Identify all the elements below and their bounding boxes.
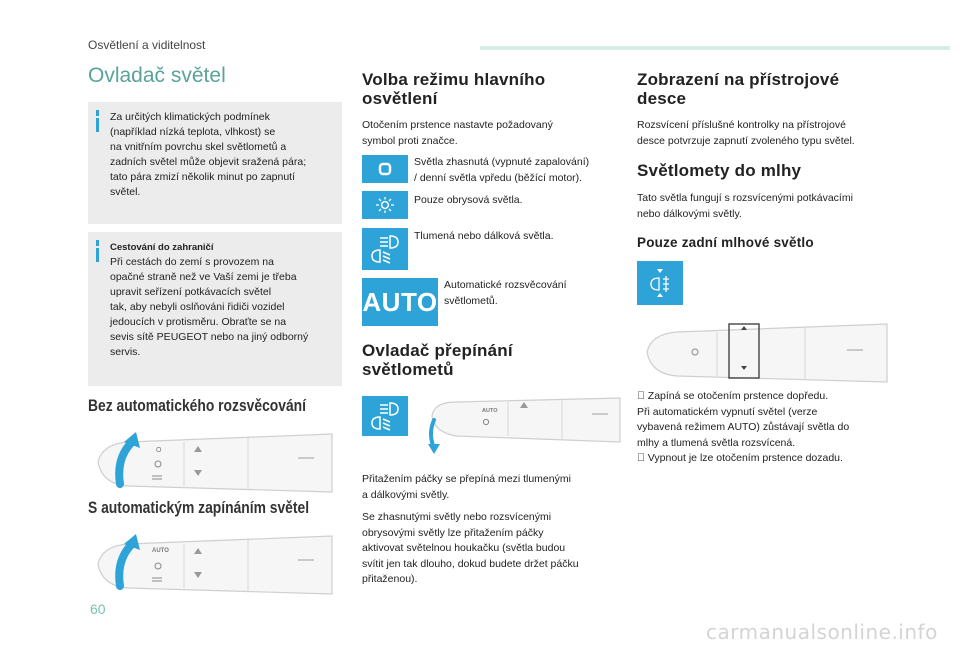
note-title: Cestování do zahraničí bbox=[110, 242, 214, 253]
lever-auto-label: AUTO bbox=[152, 548, 169, 554]
mode-line: / denní světla vpředu (běžící motor). bbox=[414, 171, 583, 184]
bullet-line: mlhy a tlumená světla rozsvícená. bbox=[637, 436, 796, 449]
mode-line: Světla zhasnutá (vypnuté zapalování) bbox=[414, 156, 590, 168]
info-marker-bar bbox=[96, 118, 99, 132]
mode-line: světlometů. bbox=[444, 294, 498, 307]
heading-line: Volba režimu hlavního bbox=[362, 70, 546, 89]
note-line: Při cestách do zemí s provozem na bbox=[110, 256, 274, 268]
watermark: carmanualsonline.info bbox=[706, 620, 938, 644]
para-line: Se zhasnutými světly nebo rozsvícenými bbox=[362, 511, 552, 523]
para-line: obrysovými světly lze přitažením páčky bbox=[362, 526, 544, 539]
section-title: Ovladač světel bbox=[88, 64, 226, 87]
header-rule bbox=[480, 46, 950, 50]
mode-auto-text bbox=[444, 278, 567, 309]
note-line: (například nízká teplota, vlhkost) se bbox=[110, 126, 276, 138]
para-line: svítit jen tak dlouho, dokud budete držet páčku bbox=[362, 557, 579, 570]
intro-line: Otočením prstence nastavte požadovaný bbox=[362, 119, 553, 131]
auto-tile-text: AUTO bbox=[362, 286, 438, 317]
note-line: na vnitřním povrchu skel světlometů a bbox=[110, 141, 287, 153]
note-line: servis. bbox=[110, 346, 141, 358]
page-number: 60 bbox=[90, 601, 106, 617]
o-symbol-icon bbox=[362, 155, 408, 183]
rear-fog-text bbox=[637, 389, 849, 467]
note-line: zadních světel může objevit sražená pára; bbox=[110, 156, 307, 168]
note-line: jedoucích v protisměru. Obraťte se na bbox=[110, 316, 287, 328]
mode-beam-text bbox=[414, 229, 554, 245]
lever-o-label: O bbox=[156, 447, 162, 454]
intro-text bbox=[362, 118, 553, 149]
note-line: tato pára zmizí několik minut po zapnutí bbox=[110, 171, 296, 183]
para-line: přitaženou). bbox=[362, 573, 418, 585]
heading-instrument-display bbox=[637, 70, 839, 108]
bullet-line: Vypnout je lze otočením prstence dozadu. bbox=[637, 452, 833, 464]
sidelights-icon bbox=[362, 191, 408, 219]
low-high-beam-icon bbox=[362, 228, 408, 270]
bullet-line: Zapíná se otočením prstence dopředu. bbox=[637, 390, 818, 402]
heading-no-auto: Bez automatického rozsvěcování bbox=[88, 397, 306, 415]
heading-main-light-mode bbox=[362, 70, 545, 108]
bullet-line: vybavená režimem AUTO) zůstávají světla do bbox=[637, 421, 850, 433]
flash-text bbox=[362, 510, 579, 588]
heading-line: desce bbox=[637, 89, 687, 108]
info-marker-bar bbox=[96, 248, 99, 262]
para-line: Tato světla fungují s rozsvícenými potkávacími bbox=[637, 192, 853, 204]
rear-fog-icon bbox=[637, 261, 683, 305]
heading-fog-lights: Světlomety do mlhy bbox=[637, 161, 802, 180]
lever-illustration-manual bbox=[88, 422, 340, 500]
instrument-text bbox=[637, 118, 855, 149]
para-line: nebo dálkovými světly. bbox=[637, 207, 742, 220]
lever-auto-label: AUTO bbox=[482, 408, 498, 414]
para-line: Přitažením páčky se přepíná mezi tlumenými bbox=[362, 473, 571, 485]
intro-line: symbol proti značce. bbox=[362, 134, 458, 147]
mode-sidelights-text bbox=[414, 193, 523, 209]
note-travel-abroad bbox=[88, 232, 342, 386]
info-marker-icon bbox=[96, 110, 99, 116]
heading-auto: S automatickým zapínáním světel bbox=[88, 499, 310, 517]
beam-switch-icon bbox=[362, 396, 408, 436]
note-line: opačné straně než ve Vaší zemi je třeba bbox=[110, 271, 297, 283]
para-line: desce potvrzuje zapnutí zvoleného typu světel. bbox=[637, 134, 855, 147]
heading-line: světlometů bbox=[362, 360, 454, 379]
note-condensation bbox=[88, 102, 342, 224]
note-line: tak, aby nebyli oslňováni řidiči vozidel bbox=[110, 301, 285, 313]
lever-illustration-auto bbox=[88, 524, 340, 602]
lever-illustration-beam-switch bbox=[412, 392, 624, 456]
heading-line: Ovladač přepínání bbox=[362, 341, 513, 360]
mode-off-text bbox=[414, 155, 589, 186]
heading-rear-fog: Pouze zadní mlhové světlo bbox=[637, 235, 814, 250]
note-line: upravit seřízení potkávacích světel bbox=[110, 286, 272, 298]
note-line: sevis sítě PEUGEOT nebo na jiný odborný bbox=[110, 331, 309, 343]
para-line: Rozsvícení příslušné kontrolky na přístrojové bbox=[637, 119, 846, 131]
mode-line: Automatické rozsvěcování bbox=[444, 279, 567, 291]
mode-line: Pouze obrysová světla. bbox=[414, 194, 523, 206]
heading-headlamp-switch bbox=[362, 341, 513, 379]
note-line: světel. bbox=[110, 186, 141, 198]
running-header: Osvětlení a viditelnost bbox=[88, 38, 206, 52]
lever-illustration-rear-fog bbox=[637, 312, 892, 390]
bullet-line: Při automatickém vypnutí světel (verze bbox=[637, 405, 818, 418]
info-marker-icon bbox=[96, 240, 99, 246]
auto-icon bbox=[362, 278, 438, 326]
mode-line: Tlumená nebo dálková světla. bbox=[414, 230, 554, 242]
para-line: aktivovat světelnou houkačku (světla budou bbox=[362, 542, 566, 554]
heading-line: osvětlení bbox=[362, 89, 438, 108]
note-line: Za určitých klimatických podmínek bbox=[110, 111, 270, 123]
beam-switch-text bbox=[362, 472, 571, 503]
heading-line: Zobrazení na přístrojové bbox=[637, 70, 840, 89]
para-line: a dálkovými světly. bbox=[362, 488, 450, 501]
fog-text bbox=[637, 191, 853, 222]
